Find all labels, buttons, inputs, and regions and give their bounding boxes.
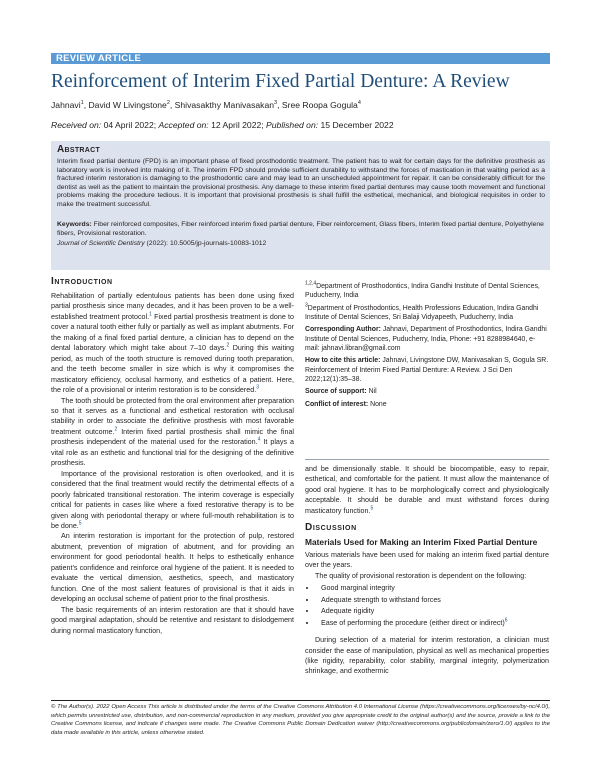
accepted-date: 12 April 2022;	[211, 120, 264, 130]
journal-citation	[57, 240, 545, 249]
materials-paragraph: Various materials have been used for making an interim fixed partial denture over the years.	[305, 550, 549, 570]
materials-subheading: Materials Used for Making an Interim Fixed Partial Denture	[305, 537, 538, 548]
doi-text: (2022): 10.5005/jp-journals-10083-1012	[146, 240, 267, 247]
introduction-heading: Introduction	[51, 276, 113, 287]
received-date: 04 April 2022;	[103, 120, 157, 130]
intro-paragraph-5: The basic requirements of an interim restoration are that it should have good marginal adaptation, should be retentive and resistant to dislodgement during normal masticatory function,	[51, 605, 294, 635]
column-divider	[305, 459, 549, 460]
author: Jahnavi$^1$,	[51, 100, 89, 110]
footer-rule	[51, 700, 550, 701]
list-item: • Ease of performing the procedure (either direct or indirect)$^6$	[317, 618, 549, 630]
intro-paragraph-2: The tooth should be protected from the oral environment after preparation so that it serves as a functional and esthetical restoration with occlusal stability in order to associate the definitive prosthesis with most favorable treatment outcome.$^2$ Interim fixed partial prosthesis shall mimic the final prosthesis independent of the material used for the restoration.$^4$ It plays a vital role as an esthetic and functional trial for the designing of the definitive prosthesis.	[51, 396, 294, 468]
list-item: • Adequate strength to withstand forces	[317, 595, 549, 607]
intro-paragraph-1: Rehabilitation of partially edentulous patients has been done using fixed partial prosthesis since many decades, and it has been proven to be a well-established treatment protocol.$^1$ Fixed partial prosthesis treatment is done to cover a natural tooth either fully or partially as well as implant abutments. For the making of a final fixed partial denture, a clinician has to depend on the dental laboratory which might take about 7–10 days.$^2$ During this waiting period, as much of the tooth structure is removed during tooth preparation, and the teeth become smaller in size which is why it compromises the masticatory efficiency, occlusal harmony, and esthetics of a patient. Here, the role of a provisional or interim restoration is to be considered.$^3$	[51, 292, 295, 395]
abstract-text: Interim fixed partial denture (FPD) is an important phase of fixed prosthodontic treatment. The patient has to wait for certain days for the definitive prosthesis as laboratory work is involved into making of it. The interim FPD should provide sufficient durability to withstand the forces of mastication in that waiting period as a fractured interim restoration is damaging to the prosthodontic care and may lead to an unscheduled appointment for repair. It can be considerably difficult for the dentist as well as the patient to maintain the provisional prosthesis. Any damage to these interim fixed partial dentures may cause tooth movement and functional problems making the procedure tedious. It is important that provisional prosthesis is shall fulfill the esthetical, mechanical, and biological requisites in order to make the treatment successful.	[57, 158, 545, 208]
source-of-support: Source of support: Nil	[305, 388, 377, 396]
how-to-cite: How to cite this article: Jahnavi, Livingstone DW, Manivasakan S, Gogula SR. Reinforcement of Interim Fixed Partial Denture: A Review. J Sci Den 2022;12(1):35–38.	[305, 357, 549, 384]
author: Sree Roopa Gogula$^4$	[281, 100, 361, 110]
article-title: Reinforcement of Interim Fixed Partial Denture: A Review	[51, 71, 510, 92]
intro-paragraph-3: Importance of the provisional restoration is often overlooked, and it is considered that the final treatment would rectify the detrimental effects of a poorly fabricated transitional restoration. The interim coverage is especially critical for patients in cases like where a fixed restorative therapy is to be given along with periodontal therapy or where full-mouth rehabilitation is to be done.$^5$	[51, 469, 294, 530]
left-column	[51, 276, 294, 636]
received-label: Received on:	[51, 120, 102, 130]
affiliation: $^{1,2,4}$Department of Prosthodontics, Indira Gandhi Institute of Dental Sciences, Puducherry, India	[305, 280, 540, 300]
quality-paragraph: The quality of provisional restoration is dependent on the following:	[315, 571, 527, 580]
list-item: • Adequate rigidity	[317, 606, 549, 618]
conflict-of-interest: Conflict of interest: None	[305, 400, 387, 408]
discussion-heading: Discussion	[305, 522, 357, 534]
license-footer: © The Author(s). 2022 Open Access This article is distributed under the terms of the Creative Commons Attribution 4.0 International License (https://creativecommons.org/licenses/by-nc/4.0/), which permits unrestricted use, distribution, and non-commercial reproduction in any medium, provided you give appropriate credit to the original author(s) and the source, provide a link to the Creative Commons license, and indicate if changes were made. The Creative Commons Public Domain Dedication waiver (http://creativecommons.org/publicdomain/zero/1.0/) applies to the data made available in this article, unless otherwise stated.	[51, 704, 550, 736]
intro-paragraph-4: An interim restoration is important for the protection of pulp, restored abutment, prevention of migration of abutment, and for providing an environment for good periodontal health. It helps to esthetically enhance patient’s confidence and reinforce oral hygiene of the patient. It is needed to evaluate the vertical dimension, aesthetics, speech, and masticatory function. One of the most salient features of provisional is that it aids in developing an occlusal scheme of patient prior to the final prosthesis.	[51, 532, 294, 604]
author: Shivasakthy Manivasakan$^3$,	[174, 100, 282, 110]
list-item: • Good marginal integrity	[317, 583, 549, 595]
published-date: 15 December 2022	[320, 120, 394, 130]
affiliation: $^3$Department of Prosthodontics, Health Professions Education, Indira Gandhi Institute of Dental Sciences, Sri Balaji Vidyapeeth, Puducherry, India	[305, 302, 539, 322]
keywords	[57, 221, 545, 238]
publication-dates	[51, 120, 394, 131]
journal-name: Journal of Scientific Dentistry	[57, 240, 145, 247]
author-information	[305, 282, 549, 412]
quality-factors-list	[305, 583, 549, 629]
article-type-label: REVIEW ARTICLE	[56, 53, 142, 64]
keywords-label: Keywords:	[57, 221, 92, 228]
published-label: Published on:	[266, 120, 319, 130]
right-column	[305, 464, 549, 677]
author: David W Livingstone$^2$,	[88, 100, 175, 110]
keywords-list: Fiber reinforced composites, Fiber reinforced interim fixed partial denture, Fiber reinforcement, Glass fibers, Interim fixed partial denture, Polyethylene fibers, Provisional restoration.	[57, 221, 544, 237]
continuation-paragraph: and be dimensionally stable. It should be biocompatible, easy to repair, esthetical, and comfortable for the patient. It must allow the maintenance of good oral hygiene. It has to be morphologically correct and physiologically acceptable. It should be durable and must withstand forces during masticatory function.$^5$	[305, 465, 549, 515]
selection-paragraph: During selection of a material for interim restoration, a clinician must consider the ease of manipulation, physical as well as mechanical properties (like rigidity, reparability, color stability, marginal integrity, polymerization shrinkage, and exothermic	[305, 636, 549, 676]
abstract-heading: Abstract	[57, 144, 101, 155]
author-list	[51, 100, 361, 111]
accepted-label: Accepted on:	[158, 120, 209, 130]
corresponding-author: Corresponding Author: Jahnavi, Department of Prosthodontics, Indira Gandhi Institute of Dental Sciences, Puducherry, India, Phone: +91 8288984640, e-mail: jahnavi.libran@gmail.com	[305, 326, 547, 353]
